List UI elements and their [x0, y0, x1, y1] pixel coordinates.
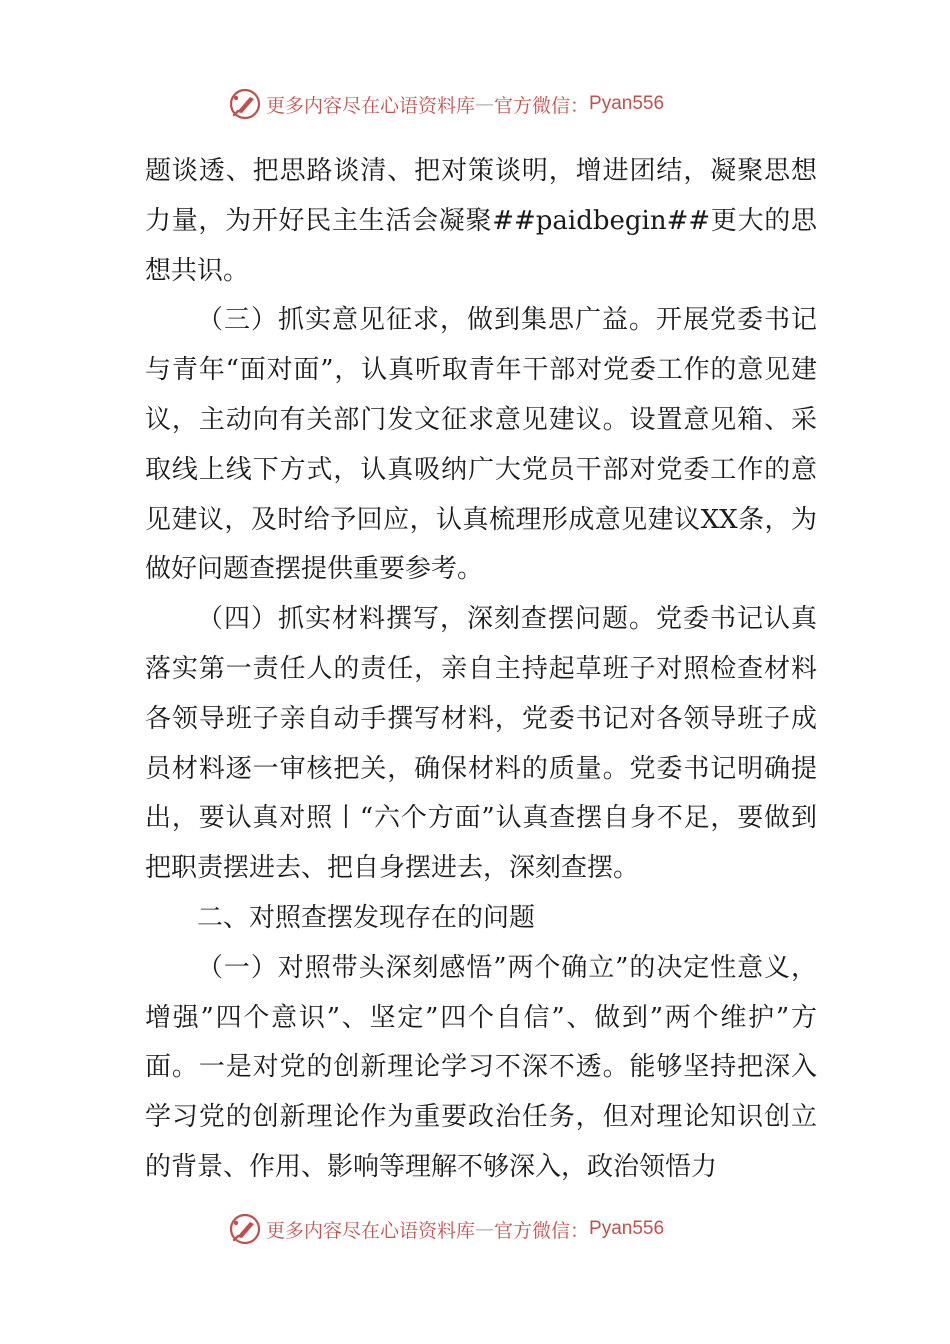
- watermark-contact-label: 官方微信：: [494, 1219, 590, 1242]
- paragraph-section-3: （三）抓实意见征求，做到集思广益。开展党委书记与青年“面对面”，认真听取青年干部对党委工作的意见建议，主动向有关部门发文征求意见建议。设置意见箱、采取线上线下方式，认真吸纳广大党员干部对党委工作的意见建议，及时给予回应，认真梳理形成意见建议XX条，为做好问题查摆提供重要参考。: [145, 305, 817, 585]
- watermark-wechat-id: Pyan556: [589, 1218, 665, 1239]
- watermark-site-name: 更多内容尽在心语资料库: [266, 94, 476, 117]
- watermark-contact-label: 官方微信：: [494, 94, 590, 117]
- paragraph-subsection-1: （一）对照带头深刻感悟”两个确立”的决定性意义，增强”四个意识”、坚定”四个自信”、做到”两个维护”方面。一是对党的创新理论学习不深不透。能够坚持把深入学习党的创新理论作为重要政治任务，但对理论知识创立的背景、作用、影响等理解不够深入，政治领悟力: [145, 952, 817, 1182]
- watermark-site-name: 更多内容尽在心语资料库: [266, 1219, 476, 1242]
- watermark-separator: —: [475, 93, 495, 115]
- document-body: [145, 147, 817, 1193]
- header-watermark-banner: [228, 87, 728, 121]
- watermark-wechat-id: Pyan556: [589, 93, 665, 114]
- section-heading-2: 二、对照查摆发现存在的问题: [197, 902, 536, 933]
- paragraph-continuation: 题谈透、把思路谈清、把对策谈明，增进团结，凝聚思想力量，为开好民主生活会凝聚##paidbegin##更大的思想共识。: [145, 156, 817, 286]
- paragraph-section-4: （四）抓实材料撰写，深刻查摆问题。党委书记认真落实第一责任人的责任，亲自主持起草班子对照检查材料各领导班子亲自动手撰写材料，党委书记对各领导班子成员材料逐一审核把关，确保材料的质量。党委书记明确提出，要认真对照丨“六个方面”认真查摆自身不足，要做到把职责摆进去、把自身摆进去，深刻查摆。: [145, 604, 817, 884]
- quill-pen-seal-icon: [228, 1212, 262, 1246]
- footer-watermark-banner: [228, 1212, 728, 1246]
- watermark-separator: —: [475, 1218, 495, 1240]
- quill-pen-seal-icon: [228, 87, 262, 121]
